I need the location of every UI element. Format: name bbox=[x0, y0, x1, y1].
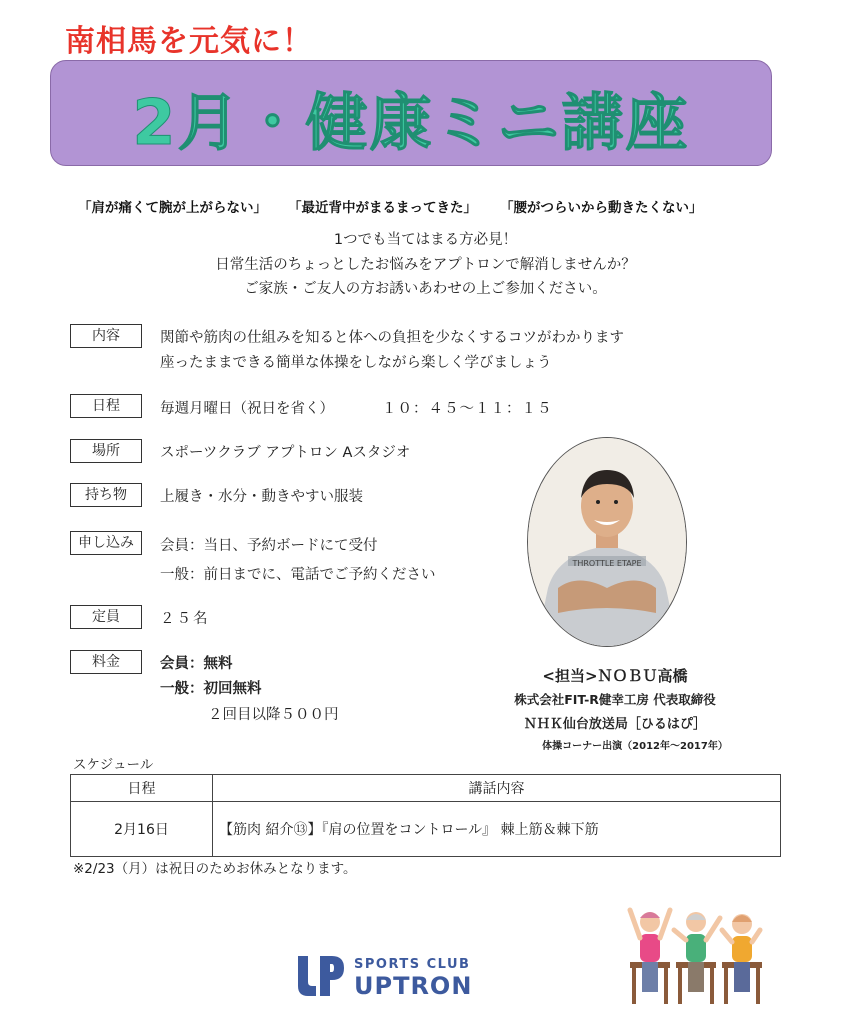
exercise-illustration bbox=[626, 900, 766, 1008]
table-row bbox=[71, 802, 781, 857]
logo-top-text: SPORTS CLUB bbox=[354, 957, 471, 972]
place-label: 場所 bbox=[70, 439, 142, 463]
logo-mark bbox=[296, 952, 496, 1000]
concern-quote-1: 「肩が痛くて腕が上がらない」 bbox=[78, 200, 267, 216]
shirt-text: THROTTLE ETAPE bbox=[572, 559, 642, 568]
apply-line-2: 一般：前日までに、電話でご予約ください bbox=[160, 567, 436, 583]
header-topic: 講話内容 bbox=[213, 775, 781, 802]
schedule-label: 日程 bbox=[70, 394, 142, 418]
page-title: 2月・健康ミニ講座 bbox=[132, 86, 690, 159]
table-header-row bbox=[71, 775, 781, 802]
intro-line-3: ご家族・ご友人の方お誘いあわせの上ご参加ください。 bbox=[244, 281, 607, 297]
intro-line-1: 1つでも当てはまる方必見！ bbox=[333, 232, 518, 248]
uptron-logo bbox=[296, 952, 496, 1000]
row-topic: 【筋肉 紹介⑬】『肩の位置をコントロール』 棘上筋＆棘下筋 bbox=[213, 802, 781, 857]
capacity-label: 定員 bbox=[70, 605, 142, 629]
logo-bottom-text: UPTRON bbox=[354, 972, 473, 1000]
title-banner bbox=[50, 60, 772, 166]
schedule-table bbox=[70, 774, 781, 857]
row-date: 2月16日 bbox=[71, 802, 213, 857]
schedule-caption: スケジュール bbox=[73, 757, 154, 773]
fee-member: 会員：無料 bbox=[160, 656, 233, 672]
instructor-tv-years: 体操コーナー出演（2012年～2017年） bbox=[542, 741, 728, 752]
holiday-note: ※2/23（月）は祝日のためお休みとなります。 bbox=[73, 861, 357, 877]
items-label: 持ち物 bbox=[70, 483, 142, 507]
items-value: 上履き・水分・動きやすい服装 bbox=[160, 489, 363, 505]
schedule-time: １０：４５～１１：１５ bbox=[382, 401, 553, 417]
place-value: スポーツクラブ アプトロン Aスタジオ bbox=[160, 445, 411, 461]
apply-label: 申し込み bbox=[70, 531, 142, 555]
capacity-value: ２５名 bbox=[160, 611, 210, 627]
instructor-illustration bbox=[528, 438, 686, 646]
schedule-value: 毎週月曜日（祝日を省く） bbox=[160, 401, 334, 417]
fee-general: 一般：初回無料 bbox=[160, 681, 262, 697]
instructor-tv: ＮＨＫ仙台放送局［ひるはぴ］ bbox=[523, 717, 707, 732]
content-line-2: 座ったままできる簡単な体操をしながら楽しく学びましょう bbox=[160, 355, 552, 371]
concern-quote-3: 「腰がつらいから動きたくない」 bbox=[500, 200, 703, 216]
intro-line-2: 日常生活のちょっとしたお悩みをアプトロンで解消しませんか？ bbox=[215, 257, 636, 273]
instructor-name: <担当>ＮＯＢＵ高橋 bbox=[542, 667, 688, 685]
instructor-company: 株式会社FIT-R健幸工房 代表取締役 bbox=[514, 692, 716, 707]
apply-line-1: 会員：当日、予約ボードにて受付 bbox=[160, 538, 378, 554]
slogan-heading: 南相馬を元気に！ bbox=[65, 24, 313, 59]
instructor-photo bbox=[527, 437, 687, 647]
fee-repeat: ２回目以降５００円 bbox=[208, 707, 339, 723]
content-line-1: 関節や筋肉の仕組みを知ると体への負担を少なくするコツがわかります bbox=[160, 330, 624, 346]
seniors-exercising-icon bbox=[626, 900, 766, 1008]
concern-quote-2: 「最近背中がまるまってきた」 bbox=[288, 200, 477, 216]
header-date: 日程 bbox=[71, 775, 213, 802]
fee-label: 料金 bbox=[70, 650, 142, 674]
content-label: 内容 bbox=[70, 324, 142, 348]
